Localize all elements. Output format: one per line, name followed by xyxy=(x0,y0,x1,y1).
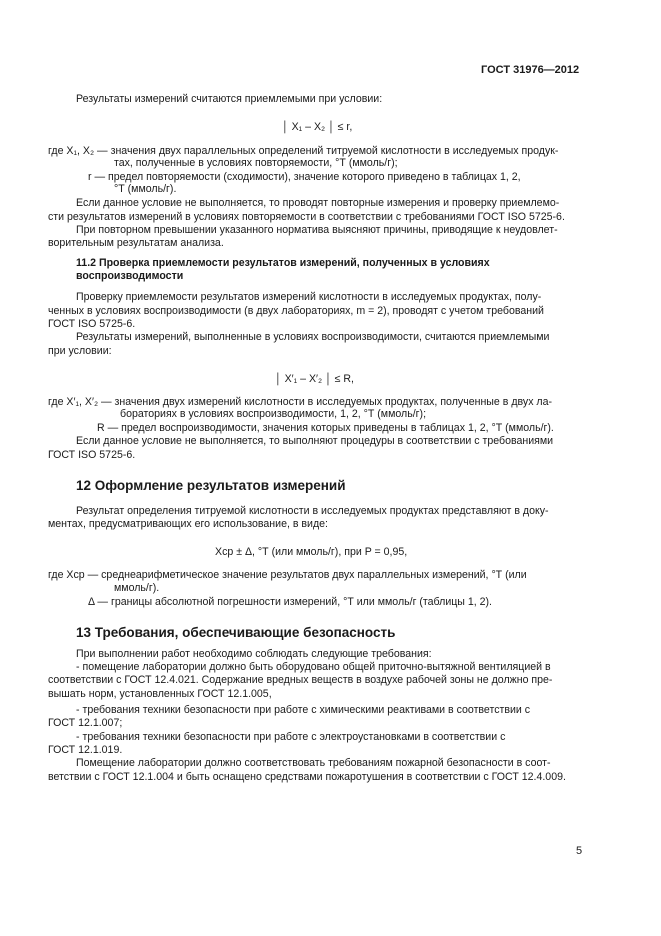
definition-line: r — предел повторяемости (сходимости), значение которого приведено в таблицах 1, 2, xyxy=(88,171,521,183)
definition-line: R — предел воспроизводимости, значения которых приведены в таблицах 1, 2, °Т (ммоль/г). xyxy=(97,422,554,434)
definition-line: °Т (ммоль/г). xyxy=(114,183,177,195)
paragraph-line: Результаты измерений считаются приемлемыми при условии: xyxy=(76,93,383,105)
paragraph-line: ченных в условиях воспроизводимости (в двух лабораториях, m = 2), проводят с учетом требований xyxy=(48,305,544,317)
definition-line: бораториях в условиях воспроизводимости, 1, 2, °Т (ммоль/г); xyxy=(120,408,427,420)
paragraph-line: Если данное условие не выполняется, то выполняют процедуры в соответствии с требованиями xyxy=(76,435,554,447)
paragraph-line: ГОСТ ISO 5725-6. xyxy=(48,318,136,330)
paragraph-line: ГОСТ ISO 5725-6. xyxy=(48,449,136,461)
paragraph-line: ворительным результатам анализа. xyxy=(48,237,224,249)
subsection-heading-cont: воспроизводимости xyxy=(76,270,184,282)
document-number: ГОСТ 31976—2012 xyxy=(481,64,580,76)
subsection-heading: 11.2 Проверка приемлемости результатов измерений, полученных в условиях xyxy=(76,257,490,269)
formula-result: Xср ± Δ, °Т (или ммоль/г), при P = 0,95, xyxy=(215,546,408,558)
paragraph-line: ментах, предусматривающих его использование, в виде: xyxy=(48,518,328,530)
paragraph-line: При выполнении работ необходимо соблюдать следующие требования: xyxy=(76,648,432,660)
list-item-line: ГОСТ 12.1.019. xyxy=(48,744,123,756)
paragraph-line: Если данное условие не выполняется, то проводят повторные измерения и проверку приемлемо- xyxy=(76,197,560,209)
formula-repeatability: │ X₁ – X₂ │ ≤ r, xyxy=(282,121,353,133)
page-number: 5 xyxy=(576,845,583,857)
list-item-line: ГОСТ 12.1.007; xyxy=(48,717,123,729)
list-item-line: соответствии с ГОСТ 12.4.021. Содержание вредных веществ в воздухе рабочей зоны не должно пре- xyxy=(48,674,553,686)
definition-line: где X′₁, X′₂ — значения двух измерений кислотности в исследуемых продуктах, полученные в двух ла- xyxy=(48,396,553,408)
definition-line: Δ — границы абсолютной погрешности измерений, °Т или ммоль/г (таблицы 1, 2). xyxy=(88,596,493,608)
definition-line: тах, полученные в условиях повторяемости, °Т (ммоль/г); xyxy=(114,157,398,169)
paragraph-line: сти результатов измерений в условиях повторяемости в соответствии с требованиями ГОСТ ISO 5725-6. xyxy=(48,211,565,223)
paragraph-line: ветствии с ГОСТ 12.1.004 и быть оснащено средствами пожаротушения в соответствии с ГОСТ 12.4.009. xyxy=(48,771,566,783)
list-item-line: - помещение лаборатории должно быть оборудовано общей приточно-вытяжной вентиляцией в xyxy=(76,661,551,673)
paragraph-line: Помещение лаборатории должно соответствовать требованиям пожарной безопасности в соот- xyxy=(76,757,551,769)
list-item-line: вышать норм, установленных ГОСТ 12.1.005, xyxy=(48,688,272,700)
section-heading-13: 13 Требования, обеспечивающие безопасность xyxy=(76,625,396,640)
section-heading-12: 12 Оформление результатов измерений xyxy=(76,478,346,493)
paragraph-line: при условии: xyxy=(48,345,112,357)
paragraph-line: Проверку приемлемости результатов измерений кислотности в исследуемых продуктах, полу- xyxy=(76,291,542,303)
definition-line: где X₁, X₂ — значения двух параллельных определений титруемой кислотности в исследуемых продук- xyxy=(48,145,559,157)
definition-line: ммоль/г). xyxy=(114,582,160,594)
list-item-line: - требования техники безопасности при работе с химическими реактивами в соответствии с xyxy=(76,704,531,716)
paragraph-line: Результаты измерений, выполненные в условиях воспроизводимости, считаются приемлемыми xyxy=(76,331,550,343)
list-item-line: - требования техники безопасности при работе с электроустановками в соответствии с xyxy=(76,731,506,743)
formula-reproducibility: │ X′₁ – X′₂ │ ≤ R, xyxy=(275,373,354,385)
paragraph-line: При повторном превышении указанного норматива выясняют причины, приводящие к неудовлет- xyxy=(76,224,558,236)
paragraph-line: Результат определения титруемой кислотности в исследуемых продуктах представляют в доку- xyxy=(76,505,549,517)
definition-line: где Xср — среднеарифметическое значение результатов двух параллельных измерений, °Т (или xyxy=(48,569,527,581)
